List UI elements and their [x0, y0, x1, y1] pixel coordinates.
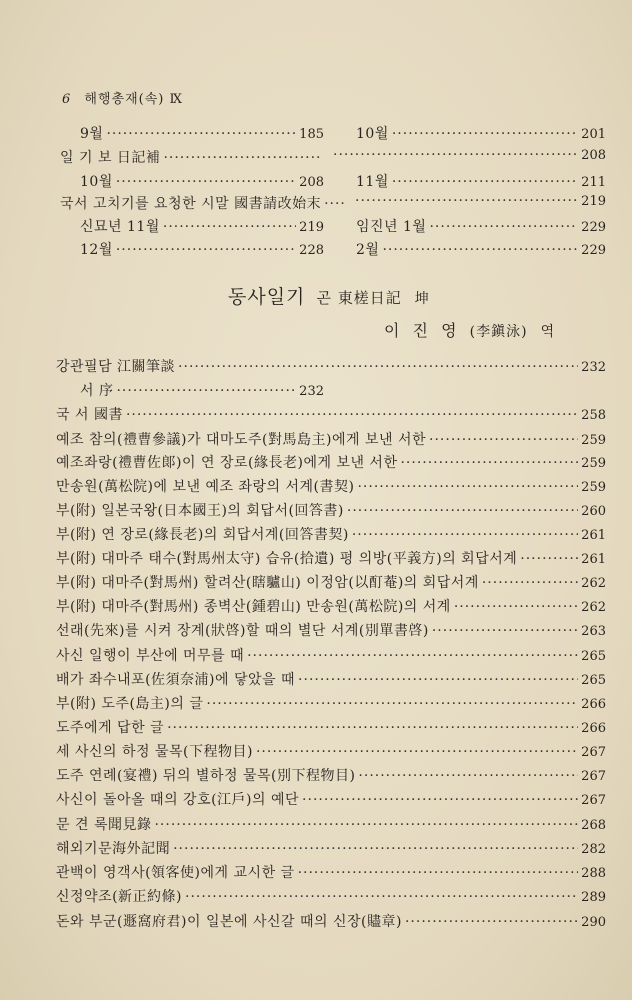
toc-row: [56, 429, 606, 449]
toc-label: 도주에게 답한 글: [56, 720, 165, 736]
translator-role: 역: [540, 324, 559, 340]
toc-row: [56, 524, 606, 544]
toc-row: [56, 548, 606, 568]
leader-dots: [106, 126, 296, 142]
toc-page: 229: [581, 243, 606, 258]
toc-page: 261: [581, 552, 606, 567]
leader-dots: [167, 720, 578, 736]
toc-row: [56, 862, 606, 882]
toc-row: [330, 147, 606, 167]
leader-dots: [116, 174, 296, 190]
translator-name: 이 진 영: [384, 321, 461, 340]
toc-row: [356, 239, 606, 259]
leader-dots: [429, 219, 578, 235]
page-number: 6: [62, 92, 72, 107]
toc-row: [56, 572, 606, 592]
toc-row: [56, 886, 606, 906]
series-title: 해행총재(속) Ⅸ: [84, 92, 184, 107]
toc-page: 229: [581, 220, 606, 235]
toc-row: [60, 193, 350, 213]
toc-label: 2월: [356, 242, 380, 258]
toc-row: [56, 838, 606, 858]
toc-page: 262: [581, 600, 606, 615]
toc-page: 263: [581, 624, 606, 639]
leader-dots: [178, 359, 578, 375]
leader-dots: [116, 242, 296, 258]
leader-dots: [298, 672, 578, 688]
toc-page: 266: [581, 697, 606, 712]
leader-dots: [454, 599, 578, 615]
leader-dots: [126, 407, 578, 423]
toc-label: 선래(先來)를 시켜 장계(狀啓)할 때의 별단 서계(別單書啓): [56, 623, 429, 639]
section-title: [228, 282, 430, 309]
leader-dots: [382, 242, 578, 258]
toc-label: 강관필담 江關筆談: [56, 359, 176, 375]
toc-row: [60, 147, 324, 167]
leader-dots: [154, 817, 578, 833]
toc-label: 서 序: [80, 383, 114, 399]
leader-dots: [347, 503, 578, 519]
section-title-main: 동사일기: [228, 286, 306, 308]
toc-row: [56, 620, 606, 640]
leader-dots: [173, 841, 578, 857]
toc-row: [56, 645, 606, 665]
toc-label: 도주 연례(宴禮) 뒤의 별하정 물목(別下程物目): [56, 768, 356, 784]
toc-row: [56, 911, 606, 931]
toc-page: 260: [581, 504, 606, 519]
toc-row: [356, 216, 606, 236]
toc-row: [80, 171, 324, 191]
leader-dots: [185, 889, 578, 905]
toc-page: 266: [581, 721, 606, 736]
leader-dots: [163, 219, 296, 235]
toc-label: 부(附) 도주(島主)의 글: [56, 696, 204, 712]
toc-page: 228: [299, 243, 324, 258]
toc-label: 만송원(萬松院)에 보낸 예조 좌랑의 서계(書契): [56, 479, 355, 495]
toc-label: 돈와 부군(遯窩府君)이 일본에 사신갈 때의 신장(贐章): [56, 914, 402, 930]
toc-page: 289: [581, 890, 606, 905]
toc-page: 259: [581, 433, 606, 448]
toc-row: [80, 216, 324, 236]
page-header: [62, 88, 183, 107]
toc-page: 232: [581, 360, 606, 375]
toc-row: [56, 404, 606, 424]
toc-row: [56, 814, 606, 834]
toc-label: 사신 일행이 부산에 머무를 때: [56, 648, 245, 664]
toc-page: 232: [299, 384, 324, 399]
leader-dots: [392, 126, 578, 142]
toc-row: [56, 452, 606, 472]
leader-dots: [355, 193, 578, 209]
toc-label: 세 사신의 하정 물목(下程物目): [56, 744, 253, 760]
leader-dots: [116, 383, 296, 399]
toc-page: 267: [581, 745, 606, 760]
leader-dots: [357, 479, 578, 495]
toc-row: [56, 765, 606, 785]
toc-page: 261: [581, 528, 606, 543]
toc-label: 배가 좌수내포(佐須奈浦)에 닿았을 때: [56, 672, 296, 688]
translator-credit: [384, 318, 558, 341]
leader-dots: [482, 575, 578, 591]
toc-page: 262: [581, 576, 606, 591]
toc-label: 부(附) 대마주(對馬州) 종벽산(鍾碧山) 만송원(萬松院)의 서계: [56, 599, 451, 615]
toc-row: [56, 717, 606, 737]
toc-label: 관백이 영객사(領客使)에게 교시한 글: [56, 865, 295, 881]
leader-dots: [358, 768, 578, 784]
toc-page: 185: [299, 127, 324, 142]
leader-dots: [163, 150, 321, 166]
toc-label: 예조좌랑(禮曹佐郞)이 연 장로(緣長老)에게 보낸 서한: [56, 455, 398, 471]
toc-label: 임진년 1월: [356, 219, 427, 235]
toc-label: 신정약조(新正約條): [56, 889, 183, 905]
leader-dots: [432, 623, 578, 639]
toc-label: 해외기문海外記聞: [56, 841, 171, 857]
leader-dots: [206, 696, 578, 712]
leader-dots: [333, 147, 578, 163]
section-title-sub2: 坤: [414, 291, 430, 307]
toc-row: [56, 356, 606, 376]
toc-label: 부(附) 대마주 태수(對馬州太守) 습유(拾遺) 평 의방(平義方)의 회답서계: [56, 551, 518, 567]
toc-page: 288: [581, 866, 606, 881]
leader-dots: [324, 196, 347, 212]
toc-label: 10월: [80, 174, 113, 190]
toc-label: 일 기 보 日記補: [60, 150, 161, 166]
toc-label: 신묘년 11월: [80, 219, 160, 235]
toc-row: [56, 476, 606, 496]
toc-page: 267: [581, 769, 606, 784]
toc-row: [352, 193, 606, 213]
leader-dots: [302, 792, 578, 808]
translator-hanja: (李鎭泳): [469, 324, 528, 340]
toc-label: 부(附) 일본국왕(日本國王)의 회답서(回答書): [56, 503, 344, 519]
leader-dots: [400, 455, 578, 471]
toc-row: [56, 500, 606, 520]
toc-page: 219: [299, 220, 324, 235]
toc-row: [356, 123, 606, 143]
toc-row: [80, 239, 324, 259]
toc-label: 12월: [80, 242, 113, 258]
leader-dots: [429, 432, 578, 448]
toc-page: 211: [581, 175, 606, 190]
leader-dots: [520, 551, 578, 567]
toc-page: 265: [581, 673, 606, 688]
toc-label: 국 서 國書: [56, 407, 123, 423]
section-title-sub: 곤 東槎日記: [316, 289, 402, 307]
toc-page: 208: [299, 175, 324, 190]
toc-page: 208: [581, 148, 606, 163]
toc-page: 259: [581, 456, 606, 471]
leader-dots: [298, 865, 579, 881]
toc-label: 문 견 록聞見錄: [56, 817, 152, 833]
toc-page: 268: [581, 818, 606, 833]
toc-page: 259: [581, 480, 606, 495]
toc-page: 290: [581, 915, 606, 930]
toc-row: [56, 789, 606, 809]
toc-page: 258: [581, 408, 606, 423]
toc-row: [80, 380, 324, 400]
toc-page: 282: [581, 842, 606, 857]
toc-label: 11월: [356, 174, 389, 190]
toc-row: [356, 171, 606, 191]
toc-page: 201: [581, 127, 606, 142]
toc-row: [80, 123, 324, 143]
toc-label: 부(附) 연 장로(緣長老)의 회답서계(回答書契): [56, 527, 349, 543]
toc-label: 사신이 돌아올 때의 강호(江戶)의 예단: [56, 792, 300, 808]
leader-dots: [256, 744, 578, 760]
toc-row: [56, 741, 606, 761]
toc-page: 267: [581, 793, 606, 808]
toc-page: 219: [581, 194, 606, 209]
leader-dots: [352, 527, 578, 543]
toc-label: 9월: [80, 126, 104, 142]
toc-label: 국서 고치기를 요청한 시말 國書請改始末: [60, 196, 322, 212]
leader-dots: [247, 648, 578, 664]
leader-dots: [392, 174, 578, 190]
toc-row: [56, 596, 606, 616]
toc-row: [56, 669, 606, 689]
toc-label: 부(附) 대마주(對馬州) 할려산(瞎驢山) 이정암(以酊菴)의 회답서계: [56, 575, 479, 591]
toc-label: 예조 참의(禮曹參議)가 대마도주(對馬島主)에게 보낸 서한: [56, 432, 427, 448]
leader-dots: [405, 914, 578, 930]
toc-page: 265: [581, 649, 606, 664]
toc-row: [56, 693, 606, 713]
toc-label: 10월: [356, 126, 389, 142]
